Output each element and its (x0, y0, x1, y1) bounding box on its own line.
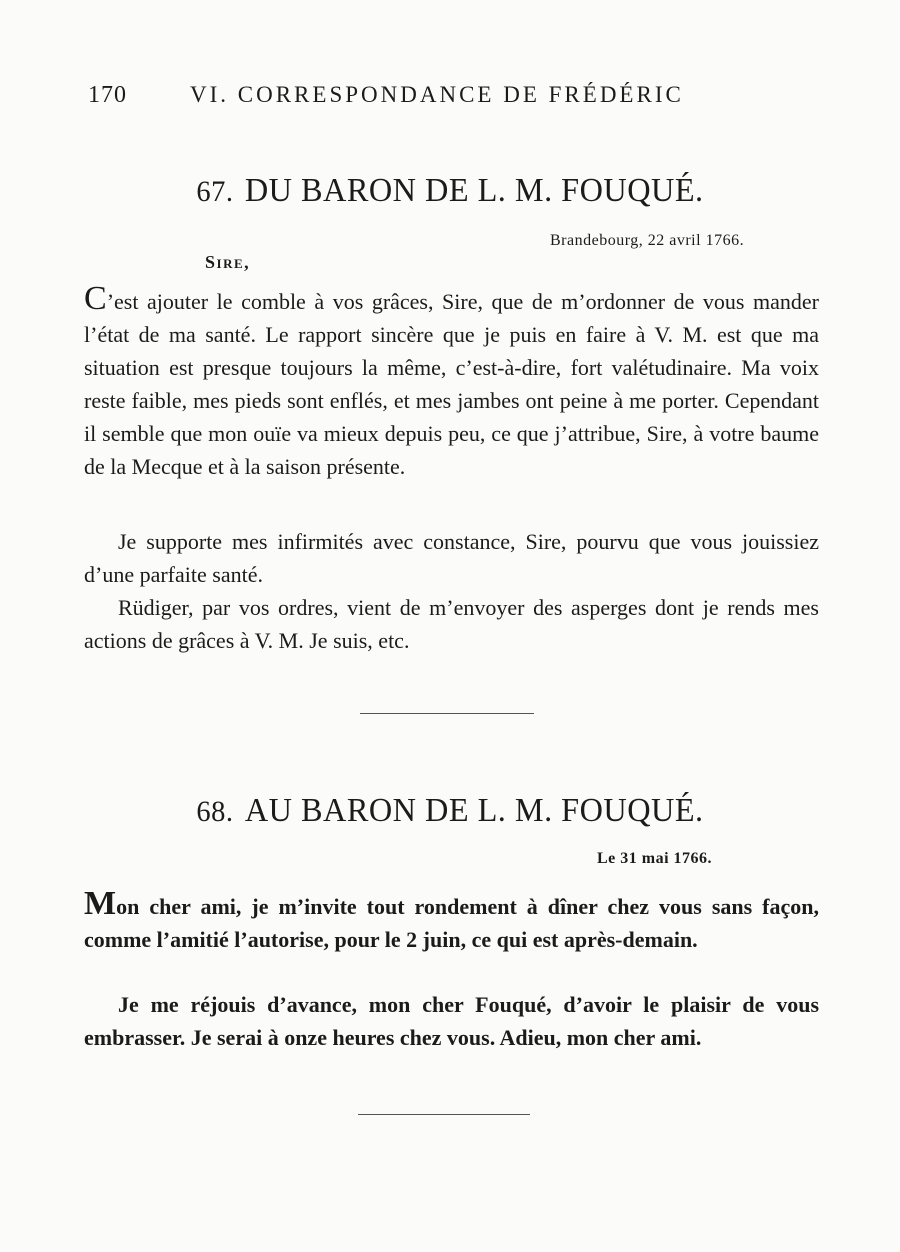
letter-67-paragraph-3: Rüdiger, par vos ordres, vient de m’envoyer des asperges dont je rends mes actions de grâces à V. M. Je suis, etc. (84, 595, 819, 653)
letter-68-heading (23, 792, 878, 830)
letter-67-initial: C (84, 280, 107, 317)
letter-68-dateline: Le 31 mai 1766. (597, 850, 713, 867)
letter-68-number: 68. (196, 795, 234, 828)
letter-67-paragraph-1 (84, 280, 819, 483)
letter-67-title: DU BARON DE L. M. FOUQUÉ. (244, 172, 704, 209)
running-head (88, 80, 828, 114)
letter-68-paragraph-1-text: on cher ami, je m’invite tout rondement à dîner chez vous sans façon, comme l’amitié l’autorise, pour le 2 juin, ce qui est après-demain. (84, 894, 819, 952)
letter-68-paragraph-1 (84, 885, 819, 956)
letter-68-title: AU BARON DE L. M. FOUQUÉ. (244, 792, 704, 829)
letter-67-paragraph-1-text: ’est ajouter le comble à vos grâces, Sire, que de m’ordonner de vous mander l’état de ma santé. Le rapport sincère que je puis en faire à V. M. est que ma situation est presque toujours la même, c’est-à-dire, fort valétudinaire. Ma voix reste faible, mes pieds sont enflés, et mes jambes ont peine à me porter. Cependant il semble que mon ouïe va mieux depuis peu, ce que j’attribue, Sire, à votre baume de la Mecque et à la saison présente. (84, 289, 819, 479)
section-divider (358, 1114, 530, 1115)
letter-68-initial: M (84, 885, 117, 922)
page-number: 170 (88, 82, 127, 108)
letter-67-dateline: Brandebourg, 22 avril 1766. (550, 232, 745, 249)
letter-67-salutation: Sire, (205, 252, 251, 272)
section-divider (360, 713, 534, 714)
letter-68-paragraph-2: Je me réjouis d’avance, mon cher Fouqué, d’avoir le plaisir de vous embrasser. Je serai à onze heures chez vous. Adieu, mon cher ami. (84, 992, 819, 1050)
running-title: VI. CORRESPONDANCE DE FRÉDÉRIC (190, 82, 684, 107)
letter-67-heading (23, 172, 878, 210)
letter-67-paragraph-2: Je supporte mes infirmités avec constance, Sire, pourvu que vous jouissiez d’une parfaite santé. (84, 529, 819, 587)
letter-67-number: 67. (196, 175, 234, 208)
